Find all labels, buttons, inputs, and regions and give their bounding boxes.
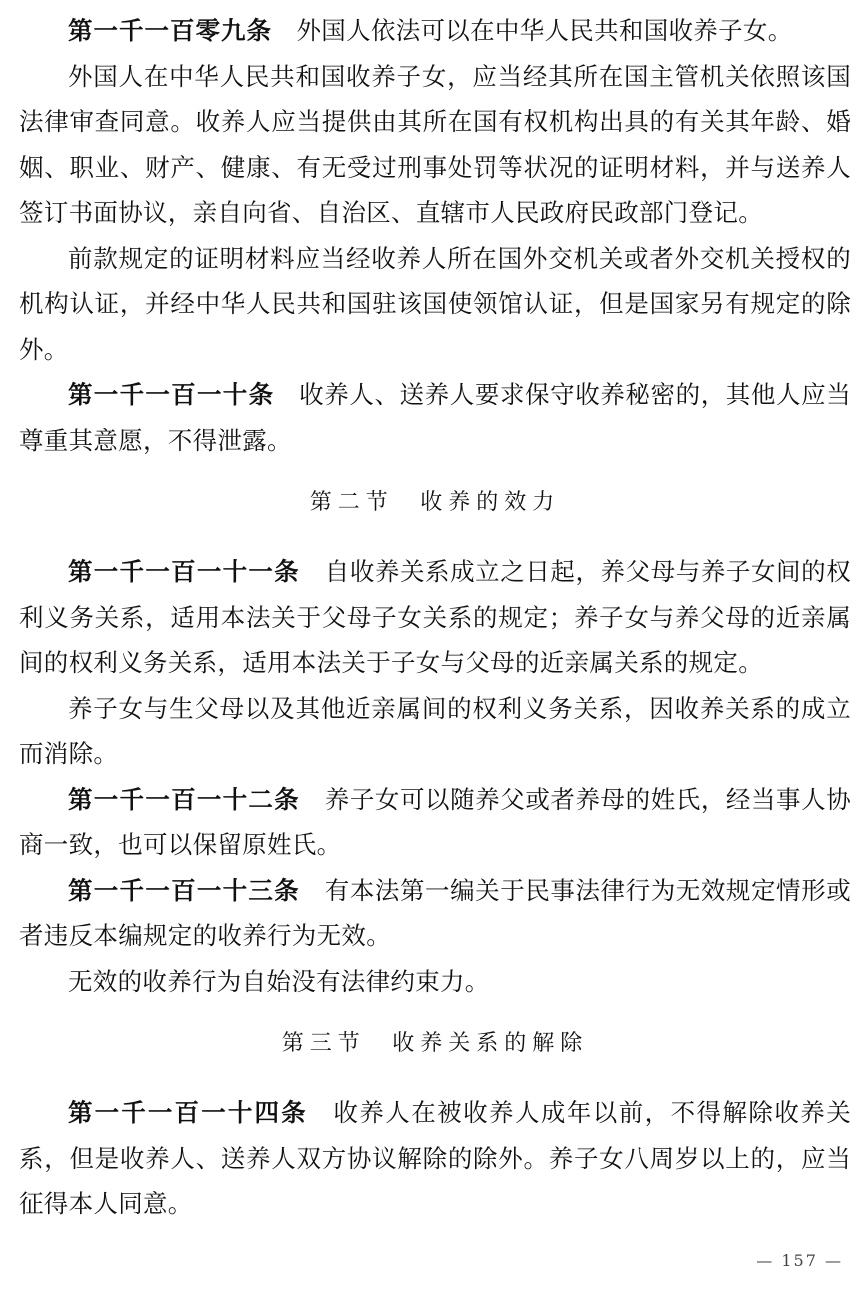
article-1113-paragraph-2: 无效的收养行为自始没有法律约束力。 — [68, 966, 490, 996]
article-number: 第一千一百一十条 — [68, 380, 275, 409]
article-number: 第一千一百一十三条 — [68, 875, 300, 905]
article-1113 — [19, 868, 851, 959]
section-heading-3 — [19, 1026, 851, 1062]
section-heading-2 — [19, 485, 851, 521]
article-1110 — [19, 372, 851, 463]
section-title: 收养的效力 — [420, 490, 561, 515]
section-label: 第三节 — [281, 1031, 366, 1056]
article-1111 — [19, 549, 851, 686]
article-text: 自收养关系成立之日起，养父母与养子女间的权利义务关系，适用本法关于父母子女关系的规定；养子女与养父母的近亲属间的权利义务关系，适用本法关于子女与父母的近亲属关系的规定。 — [19, 557, 851, 677]
article-1109-paragraph-3: 前款规定的证明材料应当经收养人所在国外交机关或者外交机关授权的机构认证，并经中华人民共和国驻该国使领馆认证，但是国家另有规定的除外。 — [19, 243, 851, 364]
article-text: 养子女可以随养父或者养母的姓氏，经当事人协商一致，也可以保留原姓氏。 — [19, 784, 851, 859]
article-number: 第一千一百一十二条 — [68, 784, 300, 814]
article-text: 收养人、送养人要求保守收养秘密的，其他人应当尊重其意愿，不得泄露。 — [19, 380, 851, 455]
article-1111-paragraph-2: 养子女与生父母以及其他近亲属间的权利义务关系，因收养关系的成立而消除。 — [19, 693, 851, 768]
document-page — [19, 8, 851, 1227]
article-text: 收养人在被收养人成年以前，不得解除收养关系，但是收养人、送养人双方协议解除的除外。养子女八周岁以上的，应当征得本人同意。 — [19, 1098, 852, 1218]
article-text: 外国人依法可以在中华人民共和国收养子女。 — [296, 16, 793, 45]
article-number: 第一千一百一十一条 — [68, 557, 300, 586]
section-title: 收养关系的解除 — [392, 1031, 589, 1056]
article-text: 有本法第一编关于民事法律行为无效规定情形或者违反本编规定的收养行为无效。 — [19, 875, 851, 950]
section-label: 第二节 — [309, 490, 394, 515]
article-1109-paragraph-2: 外国人在中华人民共和国收养子女，应当经其所在国主管机关依照该国法律审查同意。收养人应当提供由其所在国有权机构出具的有关其年龄、婚姻、职业、财产、健康、有无受过刑事处罚等状况的证明材料，并与送养人签订书面协议，亲自向省、自治区、直辖市人民政府民政部门登记。 — [19, 61, 851, 227]
article-1114 — [19, 1090, 851, 1227]
article-1112 — [19, 777, 851, 868]
page-number: — 157 — — [756, 1251, 843, 1270]
article-1109 — [19, 8, 851, 54]
article-number: 第一千一百零九条 — [68, 16, 272, 45]
article-number: 第一千一百一十四条 — [68, 1098, 308, 1127]
